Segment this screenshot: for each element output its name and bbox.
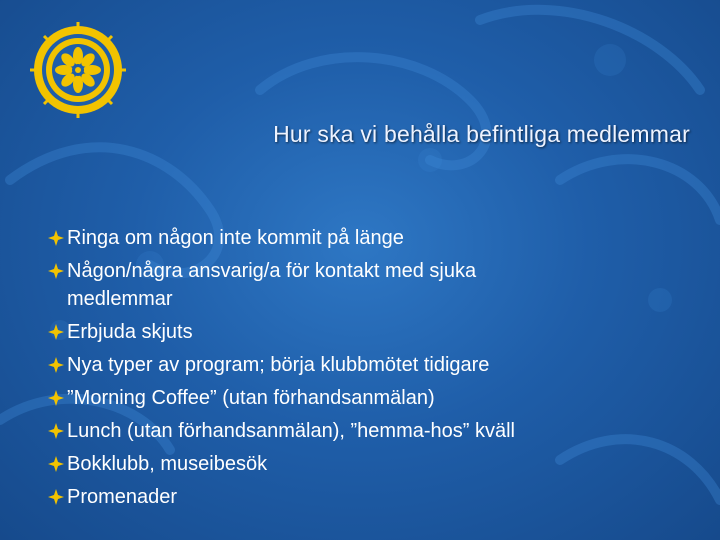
list-item [48,384,688,412]
bullet-text: ”Morning Coffee” (utan förhandsanmälan) [67,387,435,409]
diamond-bullet-icon [48,483,67,511]
bullet-text: Erbjuda skjuts [67,321,193,343]
bullet-text: Bokklubb, museibesök [67,453,268,475]
club-emblem-logo [30,22,126,118]
diamond-bullet-icon [48,417,67,445]
list-item [48,483,688,511]
diamond-bullet-icon [48,257,67,285]
list-item [48,417,688,445]
bullet-list [48,224,688,516]
bullet-text: Promenader [67,486,178,508]
list-item [48,450,688,478]
bullet-text: Ringa om någon inte kommit på länge [67,227,404,249]
slide-title: Hur ska vi behålla befintliga medlemmar [273,121,690,147]
diamond-bullet-icon [48,384,67,412]
list-item [48,224,688,252]
diamond-bullet-icon [48,351,67,379]
diamond-bullet-icon [48,318,67,346]
list-item [48,351,688,379]
diamond-bullet-icon [48,224,67,252]
bullet-text: Lunch (utan förhandsanmälan), ”hemma-hos” kväll [67,420,515,442]
list-item [48,318,688,346]
diamond-bullet-icon [48,450,67,478]
list-item [48,257,688,313]
bullet-text: Någon/några ansvarig/a för kontakt med sjuka medlemmar [67,260,477,310]
bullet-text: Nya typer av program; börja klubbmötet tidigare [67,354,490,376]
